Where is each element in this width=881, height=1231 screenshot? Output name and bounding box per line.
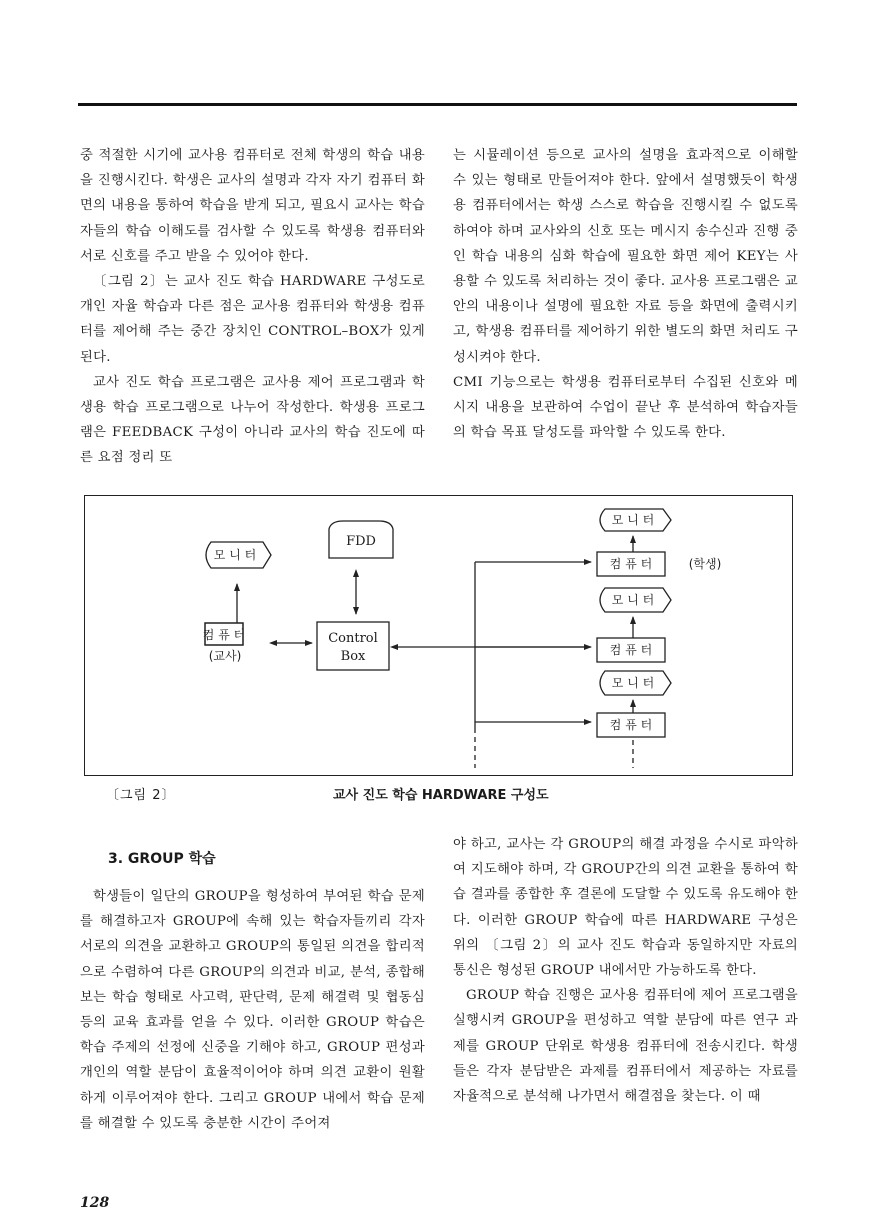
student-monitor-label: 모 니 터 — [611, 676, 655, 690]
teacher-monitor-label: 모 니 터 — [213, 548, 257, 562]
paragraph: GROUP 학습 진행은 교사용 컴퓨터에 제어 프로그램을 실행시켜 GROUP을 편성하고 역할 분담에 따른 연구 과제를 GROUP 단위로 학생용 컴퓨터에 전송시킨다. 학생들은 각자 분담받은 과제를 컴퓨터에서 제공하는 자료를 자율적으로 분석해 나가면서 해결점을 찾는다. 이 때 — [453, 988, 798, 1105]
section-heading: 3. GROUP 학습 — [108, 851, 216, 867]
header-rule — [78, 103, 797, 106]
paragraph: 는 시뮬레이션 등으로 교사의 설명을 효과적으로 이해할 수 있는 형태로 만들어져야 한다. 앞에서 설명했듯이 학생용 컴퓨터에서는 학생 스스로 학습을 진행시킬 수 없도록 하여야 하며 교사와의 신호 또는 메시지 송수신과 진행 중인 학습 내용의 심화 학습에 필요한 화면 제어 KEY는 사용할 수 있도록 처리하는 것이 좋다. 교사용 프로그램은 교안의 내용이나 설명에 필요한 자료 등을 화면에 출력시키고, 학생용 컴퓨터를 제어하기 위한 별도의 화면 처리도 구성시켜야 한다. — [453, 148, 798, 365]
figure-caption-title: 교사 진도 학습 HARDWARE 구성도 — [333, 788, 549, 803]
student-computer-label: 컴 퓨 터 — [609, 718, 653, 732]
paragraph: 교사 진도 학습 프로그램은 교사용 제어 프로그램과 학생용 학습 프로그램으로 나누어 작성한다. 학생용 프로그램은 FEEDBACK 구성이 아니라 교사의 학습 진도에 따른 요점 정리 또 — [80, 374, 425, 466]
control-box-label: Control — [328, 631, 378, 646]
text-column-bottom-right — [453, 832, 798, 1109]
fdd-label: FDD — [346, 534, 376, 549]
student-label: (학생) — [688, 557, 722, 571]
student-monitor-label: 모 니 터 — [611, 513, 655, 527]
student-computer-label: 컴 퓨 터 — [609, 643, 653, 657]
student-computer-label: 컴 퓨 터 — [609, 557, 653, 571]
page-number: 128 — [80, 1195, 110, 1211]
teacher-sub-label: (교사) — [208, 649, 242, 663]
paragraph: 〔그림 2〕는 교사 진도 학습 HARDWARE 구성도로 개인 자율 학습과 다른 점은 교사용 컴퓨터와 학생용 컴퓨터를 제어해 주는 중간 장치인 CONTROL–BOX가 있게 된다. — [80, 274, 425, 365]
text-column-top-left — [80, 143, 425, 471]
student-monitor-label: 모 니 터 — [611, 593, 655, 607]
hardware-diagram — [84, 495, 793, 776]
paragraph: CMI 기능으로는 학생용 컴퓨터로부터 수집된 신호와 메시지 내용을 보관하여 수업이 끝난 후 분석하여 학습자들의 학습 목표 달성도를 파악할 수 있도록 한다. — [453, 374, 798, 441]
control-box-label: Box — [340, 649, 366, 664]
text-column-top-right — [453, 143, 798, 445]
paragraph: 학생들이 일단의 GROUP을 형성하여 부여된 학습 문제를 해결하고자 GROUP에 속해 있는 학습자들끼리 각자 서로의 의견을 교환하고 GROUP의 통일된 의견을 합리적으로 수렴하여 다른 GROUP의 의견과 비교, 분석, 종합해 보는 학습 형태로 사고력, 판단력, 문제 해결력 및 협동심 등의 교육 효과를 얻을 수 있다. 이러한 GROUP 학습은 학습 주제의 선정에 신중을 기해야 하고, GROUP 편성과 개인의 역할 분담이 효율적이어야 하며 의견 교환이 원활하게 이루어져야 한다. 그리고 GROUP 내에서 학습 문제를 해결할 수 있도록 충분한 시간이 주어져 — [80, 889, 425, 1131]
text-column-bottom-left — [80, 884, 425, 1136]
figure-caption-label: 〔그림 2〕 — [106, 788, 176, 803]
teacher-computer-label: 컴 퓨 터 — [202, 628, 246, 642]
paragraph: 중 적절한 시기에 교사용 컴퓨터로 전체 학생의 학습 내용을 진행시킨다. 학생은 교사의 설명과 각자 자기 컴퓨터 화면의 내용을 통하여 학습을 받게 되고, 필요시 교사는 학습자들의 학습 이해도를 검사할 수 있도록 학생용 컴퓨터와 서로 신호를 주고 받을 수 있어야 한다. — [80, 148, 425, 264]
paragraph: 야 하고, 교사는 각 GROUP의 해결 과정을 수시로 파악하여 지도해야 하며, 각 GROUP간의 의견 교환을 통하여 학습 결과를 종합한 후 결론에 도달할 수 있도록 유도해야 한다. 이러한 GROUP 학습에 따른 HARDWARE 구성은 위의 〔그림 2〕의 교사 진도 학습과 동일하지만 자료의 통신은 형성된 GROUP 내에서만 가능하도록 한다. — [453, 837, 798, 979]
